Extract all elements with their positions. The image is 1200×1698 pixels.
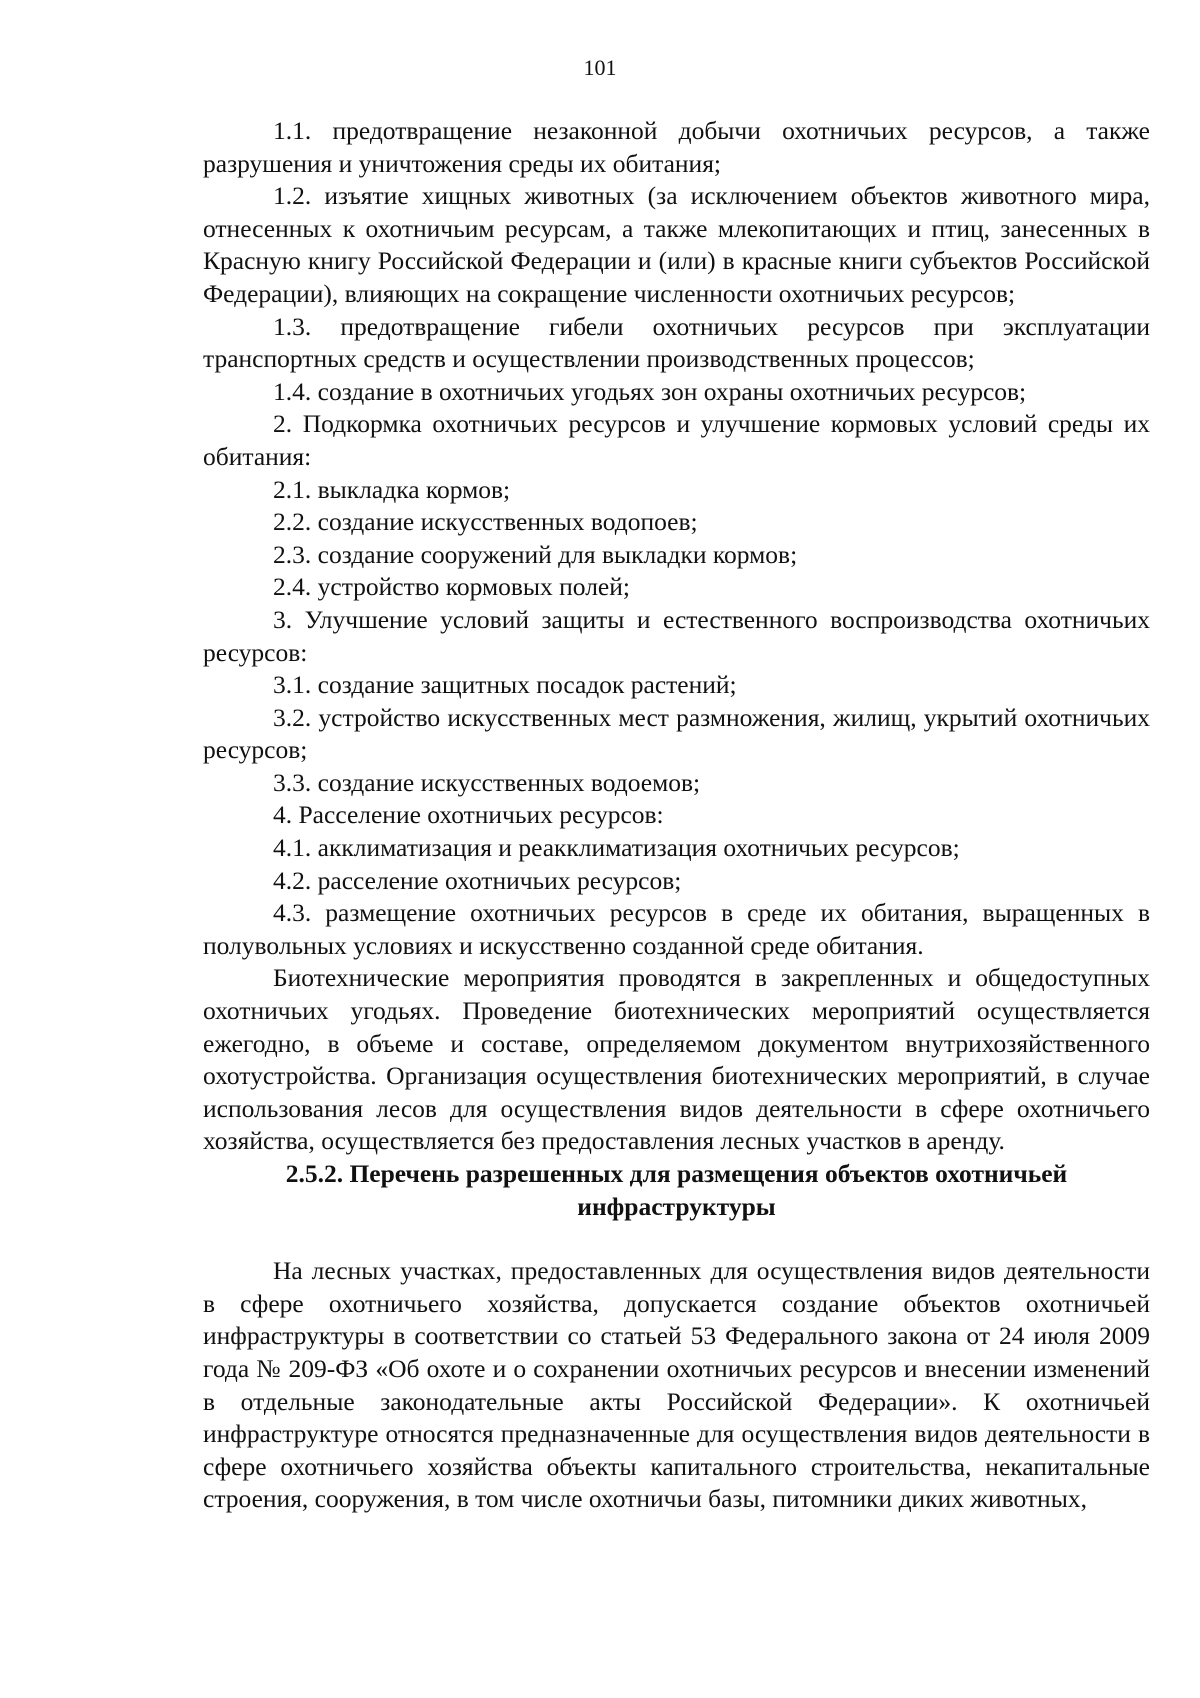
paragraph-4-3: 4.3. размещение охотничьих ресурсов в среде их обитания, выращенных в полувольных условиях и искусственно созданной среде обитания.: [203, 898, 1150, 960]
paragraph-3-2: 3.2. устройство искусственных мест размножения, жилищ, укрытий охотничьих ресурсов;: [203, 702, 1150, 765]
paragraph-3-3: 3.3. создание искусственных водоемов;: [273, 767, 701, 797]
paragraph-2-3: 2.3. создание сооружений для выкладки кормов;: [273, 539, 798, 569]
paragraph-2-1: 2.1. выкладка кормов;: [273, 474, 511, 504]
paragraph-1-4: 1.4. создание в охотничьих угодьях зон охраны охотничьих ресурсов;: [273, 376, 1027, 406]
paragraph-4: 4. Расселение охотничьих ресурсов:: [273, 800, 664, 830]
section-heading-line-1: 2.5.2. Перечень разрешенных для размещения объектов охотничьей: [285, 1159, 1068, 1188]
paragraph-infrastructure: На лесных участках, предоставленных для осуществления видов деятельности в сфере охотничьего хозяйства, допускается создание объектов охотничьей инфраструктуры в соответствии со статьей 53 Федерального закона от 24 июля 2009 года № 209-ФЗ «Об охоте и о сохранении охотничьих ресурсов и внесении изменений в отдельные законодательные акты Российской Федерации». К охотничьей инфраструктуре относятся предназначенные для осуществления видов деятельности в сфере охотничьего хозяйства объекты капитального строительства, некапитальные строения, сооружения, в том числе охотничьи базы, питомники диких животных,: [203, 1256, 1150, 1514]
heading-spacer: [203, 1223, 1150, 1255]
paragraph-biotech: Биотехнические мероприятия проводятся в закрепленных и общедоступных охотничьих угодьях. Проведение биотехнических мероприятий осуществляется ежегодно, в объеме и составе, определяемом документом внутрихозяйственного охотустройства. Организация осуществления биотехнических мероприятий, в случае использования лесов для осуществления видов деятельности в сфере охотничьего хозяйства, осуществляется без предоставления лесных участков в аренду.: [203, 963, 1150, 1156]
paragraph-3: 3. Улучшение условий защиты и естественного воспроизводства охотничьих ресурсов:: [203, 604, 1150, 667]
paragraph-4-1: 4.1. акклиматизация и реакклиматизация охотничьих ресурсов;: [273, 833, 960, 863]
page-number: 101: [583, 55, 617, 80]
paragraph-3-1: 3.1. создание защитных посадок растений;: [273, 670, 737, 700]
paragraph-2-4: 2.4. устройство кормовых полей;: [273, 572, 630, 602]
paragraph-1-3: 1.3. предотвращение гибели охотничьих ресурсов при эксплуатации транспортных средств и осуществлении производственных процессов;: [203, 311, 1150, 374]
section-heading-line-2: инфраструктуры: [577, 1191, 776, 1221]
paragraph-2-2: 2.2. создание искусственных водопоев;: [273, 507, 698, 537]
body-text: [203, 115, 1150, 1516]
paragraph-1-1: 1.1. предотвращение незаконной добычи охотничьих ресурсов, а также разрушения и уничтожения среды их обитания;: [203, 116, 1150, 178]
paragraph-4-2: 4.2. расселение охотничьих ресурсов;: [273, 865, 682, 895]
paragraph-1-2: 1.2. изъятие хищных животных (за исключением объектов животного мира, отнесенных к охотничьим ресурсам, а также млекопитающих и птиц, занесенных в Красную книгу Российской Федерации и (или) в красные книги субъектов Российской Федерации), влияющих на сокращение численности охотничьих ресурсов;: [203, 181, 1150, 308]
paragraph-2: 2. Подкормка охотничьих ресурсов и улучшение кормовых условий среды их обитания:: [203, 409, 1150, 471]
